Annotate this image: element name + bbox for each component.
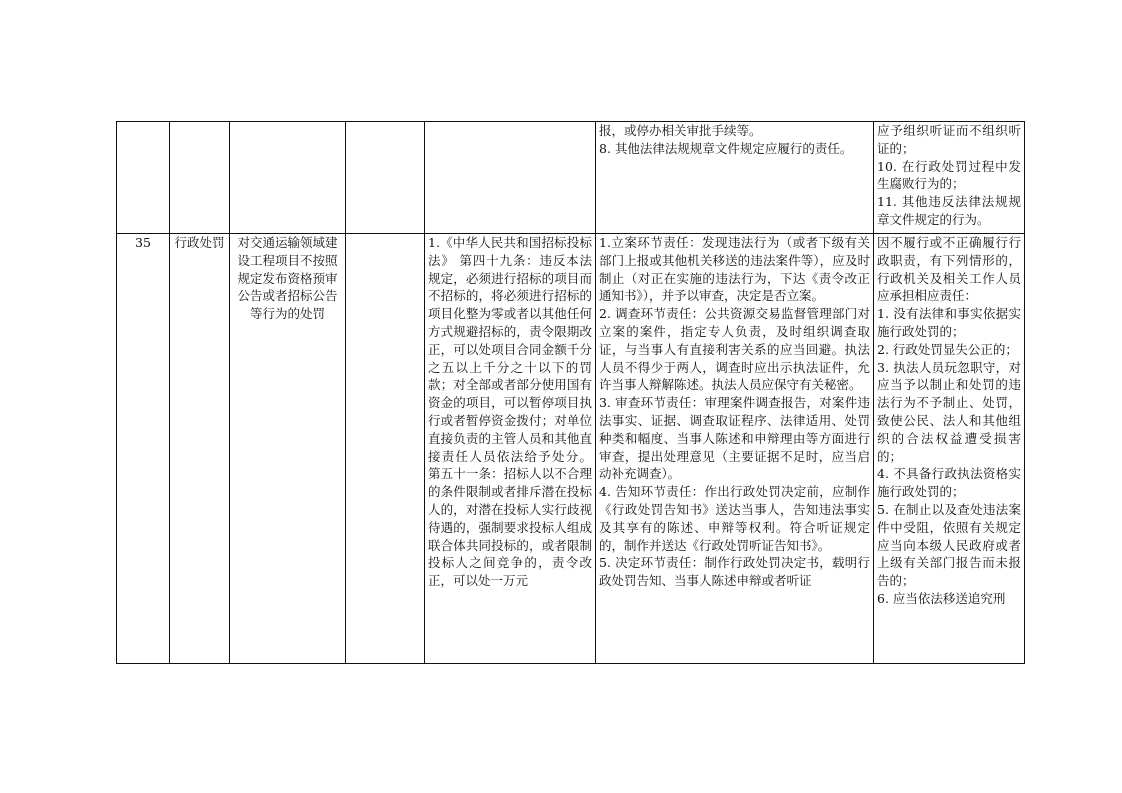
item-number: 35 xyxy=(117,234,170,664)
accountability-text: 应予组织听证而不组织听证的； xyxy=(877,123,1021,156)
accountability-text: 10. 在行政处罚过程中发生腐败行为的； xyxy=(877,158,1021,192)
item-name-cell xyxy=(230,122,346,234)
accountability-text: 2. 行政处罚显失公正的； xyxy=(877,341,1018,357)
table-row xyxy=(117,234,1025,664)
item-type: 行政处罚 xyxy=(170,234,230,664)
accountability-text: 11. 其他违反法律法规规章文件规定的行为。 xyxy=(877,194,1021,227)
type-cell xyxy=(170,122,230,234)
responsibility-text: 报，或停办相关审批手续等。 xyxy=(599,123,762,138)
responsibility-text: 1.立案环节责任：发现违法行为（或者下级有关部门上报或其他机关移送的违法案件等），应及时制止（对正在实施的违法行为，下达《责令改正通知书》），并予以审查，决定是否立案。 xyxy=(599,235,870,304)
responsibility-text: 2. 调查环节责任：公共资源交易监督管理部门对立案的案件，指定专人负责，及时组织调查取证，与当事人有直接利害关系的应当回避。执法人员不得少于两人，调查时应出示执法证件，允许当事人辩解陈述。执法人员应保守有关秘密。 xyxy=(599,306,870,393)
accountability-cell xyxy=(874,122,1025,234)
basis-text: 1.《中华人民共和国招标投标法》 第四十九条：违反本法规定，必须进行招标的项目而不招标的，将必须进行招标的项目化整为零或者以其他任何方式规避招标的，责令限期改正，可以处项目合同金额千分之五以上千分之十以下的罚款；对全部或者部分使用国有资金的项目，可以暂停项目执行或者暂停资金拨付；对单位直接负责的主管人员和其他直接责任人员依法给予处分。 第五十一条：招标人以不合理的条件限制或者排斥潜在投标人的，对潜在投标人实行歧视待遇的，强制要求投标人组成联合体共同投标的，或者限制投标人之间竞争的，责令改正，可以处一万元 xyxy=(428,235,592,589)
basis-cell xyxy=(425,122,596,234)
accountability-text: 4. 不具备行政执法资格实施行政处罚的； xyxy=(877,466,1021,500)
responsibility-cell xyxy=(596,234,874,664)
accountability-text: 5. 在制止以及查处违法案件中受阻，依照有关规定应当向本级人民政府或者上级有关部门报告而未报告的； xyxy=(877,501,1021,589)
accountability-text: 3. 执法人员玩忽职守，对应当予以制止和处罚的违法行为不予制止、处罚，致使公民、法人和其他组织的合法权益遭受损害的； xyxy=(877,359,1021,464)
item-name: 对交通运输领域建设工程项目不按照规定发布资格预审公告或者招标公告等行为的处罚 xyxy=(230,234,346,664)
accountability-text: 因不履行或不正确履行行政职责，有下列情形的，行政机关及相关工作人员应承担相应责任： xyxy=(877,235,1021,304)
accountability-text: 6. 应当依法移送追究刑 xyxy=(877,590,1006,606)
responsibility-text: 3. 审查环节责任：审理案件调查报告，对案件违法事实、证据、调查取证程序、法律适用、处罚种类和幅度、当事人陈述和申辩理由等方面进行审查，提出处理意见（主要证据不足时，应当启动补充调查）。 xyxy=(599,395,870,482)
responsibility-text: 5. 决定环节责任：制作行政处罚决定书，载明行政处罚告知、当事人陈述申辩或者听证 xyxy=(599,555,870,589)
responsibility-text: 4. 告知环节责任：作出行政处罚决定前，应制作《行政处罚告知书》送达当事人，告知违法事实及其享有的陈述、申辩等权利。符合听证规定的，制作并送达《行政处罚听证告知书》。 xyxy=(599,484,870,553)
sub-item-cell xyxy=(346,122,425,234)
responsibility-table xyxy=(116,121,1025,664)
accountability-text: 1. 没有法律和事实依据实施行政处罚的； xyxy=(877,306,1021,339)
number-cell xyxy=(117,122,170,234)
accountability-cell xyxy=(874,234,1025,664)
responsibility-text: 8. 其他法律法规规章文件规定应履行的责任。 xyxy=(599,140,853,156)
basis-cell xyxy=(425,234,596,664)
sub-item-cell xyxy=(346,234,425,664)
responsibility-cell xyxy=(596,122,874,234)
table-row xyxy=(117,122,1025,234)
